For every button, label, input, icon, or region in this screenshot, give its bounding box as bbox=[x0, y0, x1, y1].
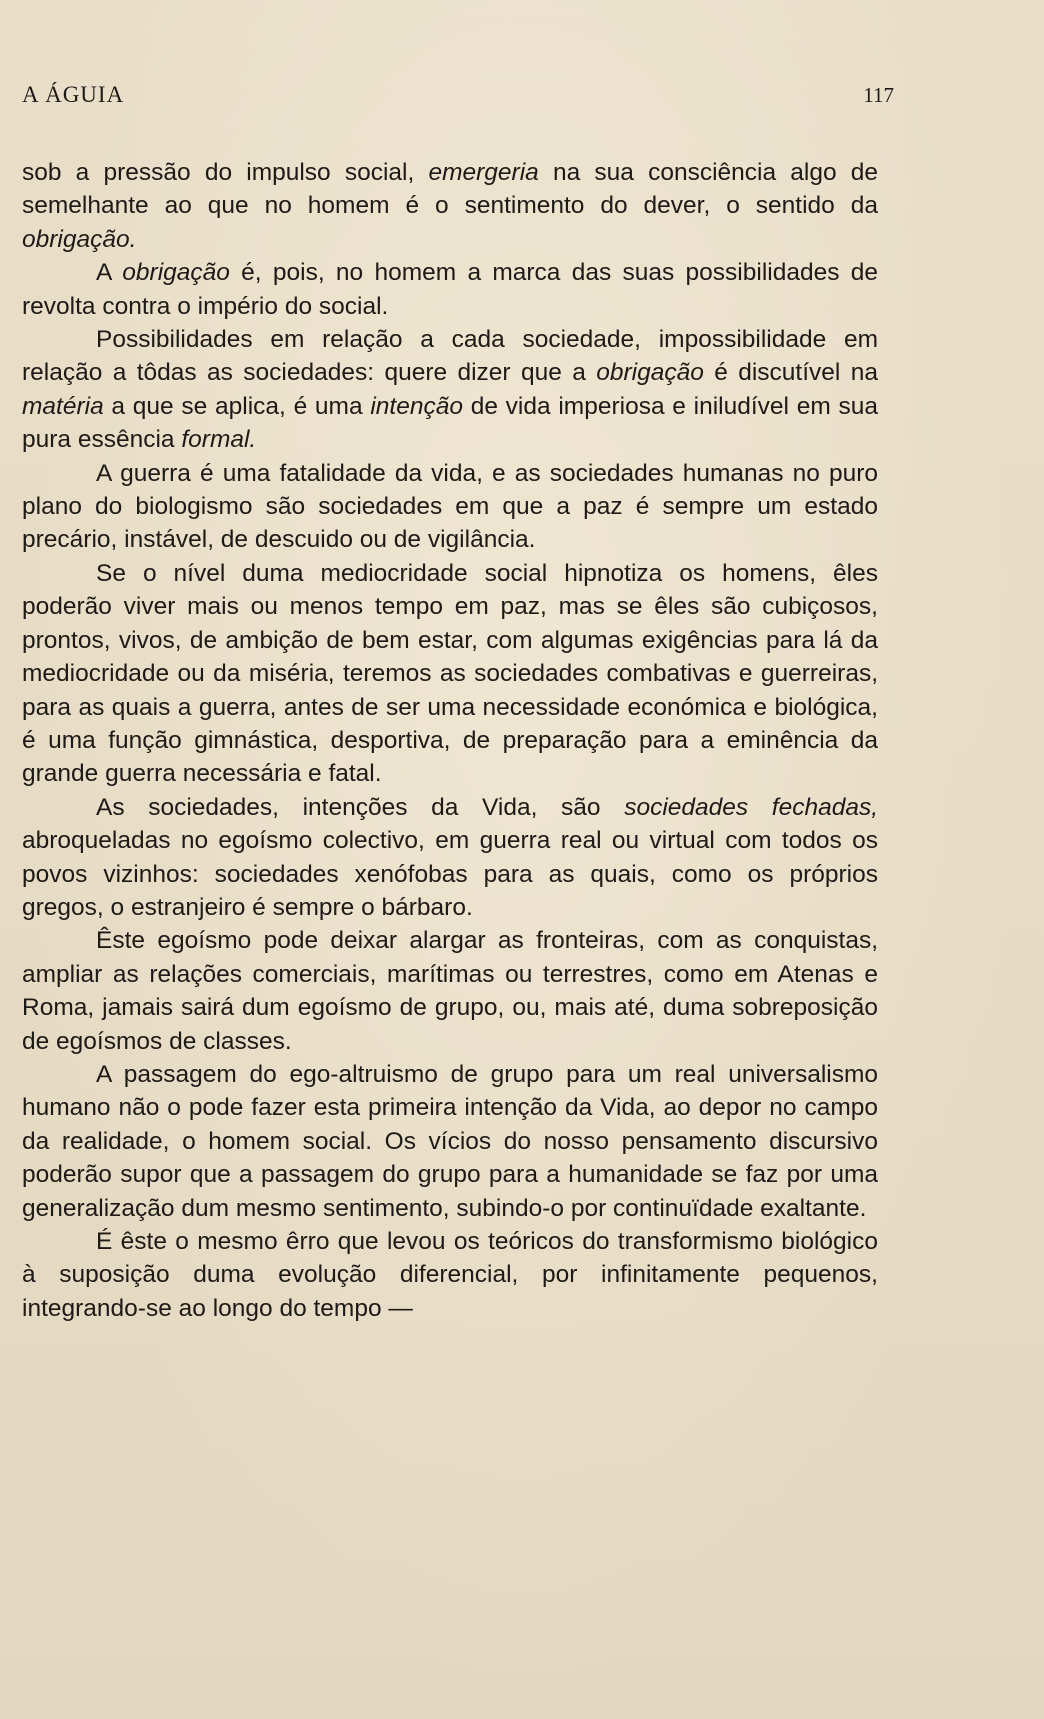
italic-text: intenção bbox=[370, 392, 463, 420]
running-title: A ÁGUIA bbox=[22, 82, 125, 107]
text-run: de vida imperiosa e iniludível em sua pura essência bbox=[22, 392, 878, 454]
paragraph bbox=[22, 1225, 878, 1325]
text-run: A bbox=[96, 259, 123, 287]
paragraph bbox=[22, 1058, 878, 1225]
page-number: 117 bbox=[863, 83, 894, 107]
text-run: na sua consciência algo de semelhante ao que no homem é o sentimento do dever, o sentido da bbox=[22, 159, 879, 220]
text-run: Possibilidades em relação a cada sociedade, impossibilidade em relação a tôdas as sociedades: quere dizer que a bbox=[22, 326, 878, 387]
text-run: sob a pressão do impulso social, bbox=[22, 159, 429, 186]
paragraph bbox=[22, 557, 878, 791]
paragraph bbox=[22, 323, 878, 457]
body-text bbox=[22, 156, 878, 1325]
text-run: Êste egoísmo pode deixar alargar as fronteiras, com as conquistas, ampliar as relações comerciais, marítimas ou terrestres, como em Atenas e Roma, jamais sairá dum egoísmo de grupo, ou, mais até, duma sobreposição de egoísmos de classes. bbox=[22, 927, 878, 1055]
italic-text: sociedades fechadas, bbox=[624, 793, 879, 821]
text-run: é discutível na bbox=[703, 359, 878, 387]
text-run: a que se aplica, é uma bbox=[103, 392, 371, 420]
text-run: é, pois, no homem a marca das suas possibilidades de revolta contra o império do social. bbox=[22, 259, 878, 320]
text-run: Se o nível duma mediocridade social hipnotiza os homens, êles poderão viver mais ou menos tempo em paz, mas se êles são cubiçosos, prontos, vivos, de ambição de bem estar, com algumas exigências para lá da mediocridade ou da miséria, teremos as sociedades combativas e guerreiras, para as quais a guerra, antes de ser uma necessidade económica e biológica, é uma função gimnástica, desportiva, de preparação para a eminência da grande guerra necessária e fatal. bbox=[22, 559, 878, 788]
italic-text: matéria bbox=[22, 392, 104, 420]
text-run: abroqueladas no egoísmo colectivo, em guerra real ou virtual com todos os povos vizinhos: sociedades xenófobas para as quais, como os próprios gregos, o estranjeiro é sempre o bárbaro. bbox=[22, 827, 878, 921]
italic-text: formal. bbox=[181, 426, 257, 454]
text-run: A guerra é uma fatalidade da vida, e as sociedades humanas no puro plano do biologismo são sociedades em que a paz é sempre um estado precário, instável, de descuido ou de vigilância. bbox=[22, 459, 878, 554]
text-run: É êste o mesmo êrro que levou os teóricos do transformismo biológico à suposição duma evolução diferencial, por infinitamente pequenos, integrando-se ao longo do tempo — bbox=[22, 1228, 878, 1322]
running-header bbox=[22, 82, 894, 108]
paragraph bbox=[22, 457, 878, 557]
text-run: A passagem do ego-altruismo de grupo para um real universalismo humano não o pode fazer esta primeira intenção da Vida, ao depor no campo da realidade, o homem social. Os vícios do nosso pensamento discursivo poderão supor que a passagem do grupo para a humanidade se faz por uma generalização dum mesmo sentimento, subindo-o por continuïdade exaltante. bbox=[22, 1060, 878, 1222]
paragraph bbox=[22, 791, 878, 925]
paragraph bbox=[22, 924, 878, 1058]
italic-text: emergeria bbox=[428, 159, 539, 186]
text-run: As sociedades, intenções da Vida, são bbox=[96, 793, 625, 821]
italic-text: obrigação. bbox=[22, 225, 137, 253]
italic-text: obrigação bbox=[596, 359, 704, 387]
paragraph bbox=[22, 156, 878, 256]
paragraph bbox=[22, 256, 878, 323]
italic-text: obrigação bbox=[122, 259, 230, 287]
